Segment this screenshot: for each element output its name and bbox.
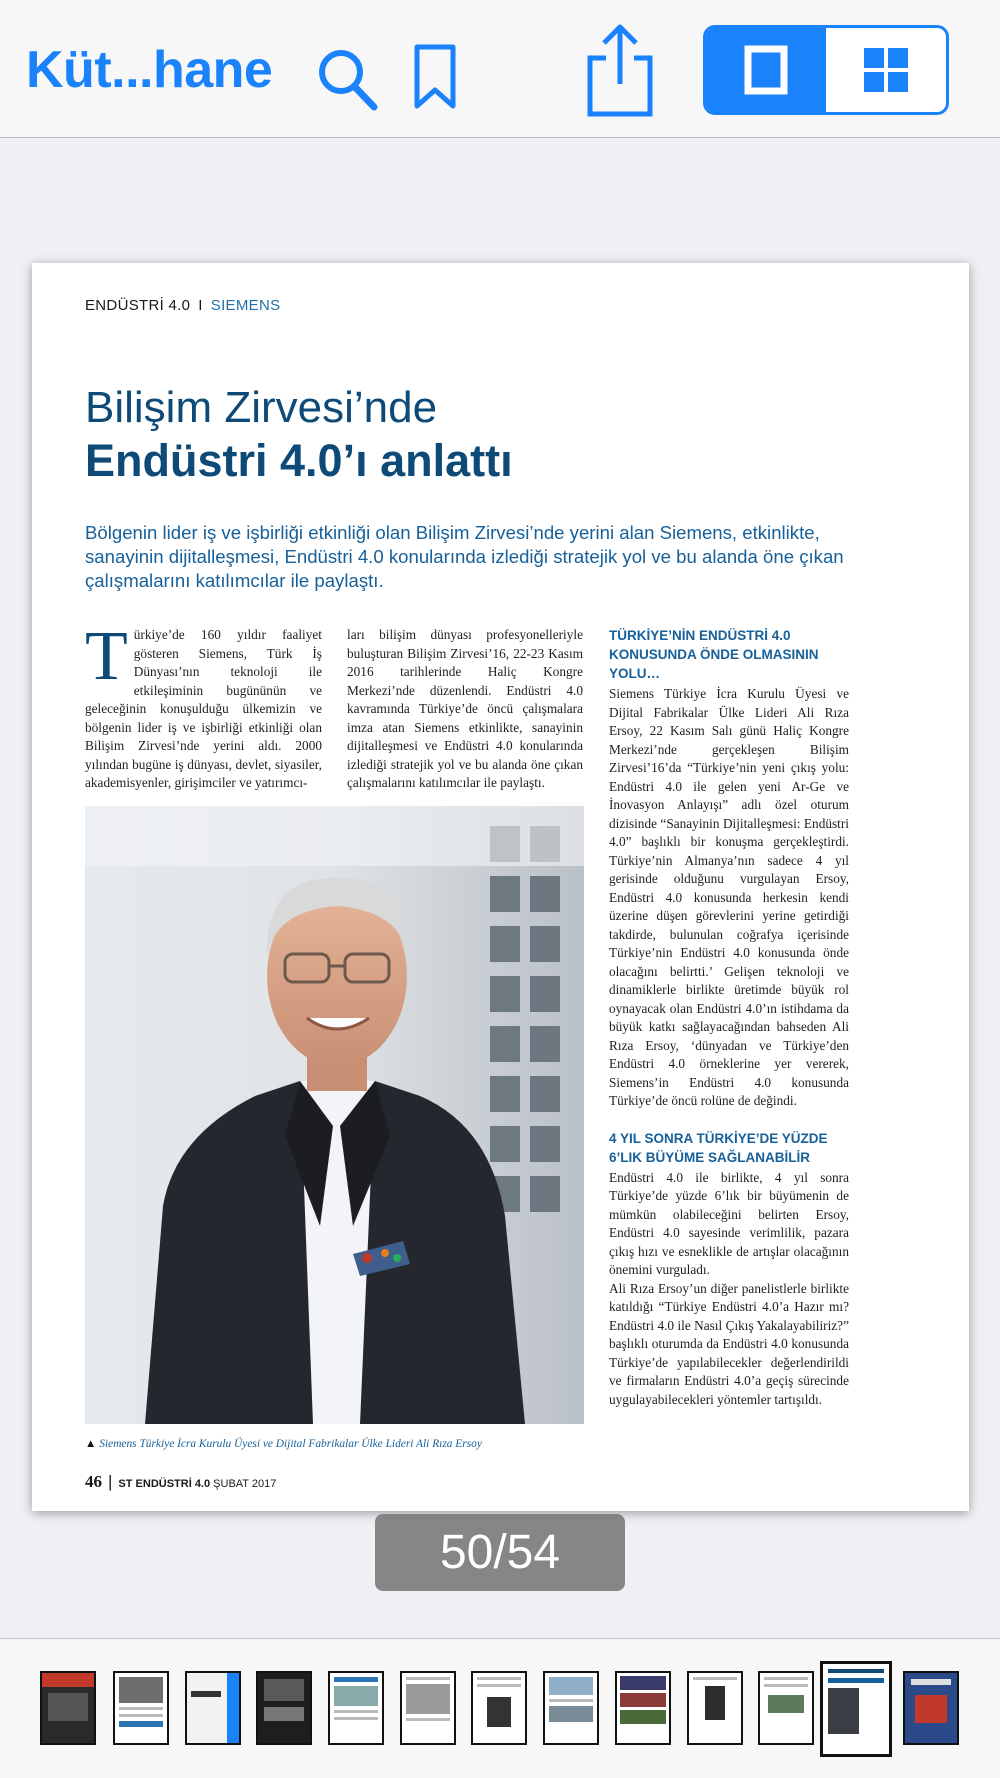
page-footer [85, 1472, 276, 1492]
page-thumbnail[interactable] [903, 1671, 959, 1745]
search-icon[interactable] [314, 44, 380, 114]
current-page-thumbnail[interactable] [820, 1661, 892, 1757]
page-thumbnail[interactable] [328, 1671, 384, 1745]
section-separator: I [198, 297, 203, 314]
thumbnail-strip [0, 1638, 1000, 1778]
column-2-text: ları bilişim dünyası profesyonelleriyle buluşturan Bilişim Zirvesi’16, 22-23 Kasım 2016 tarihlerinde Haliç Kongre Merkezi’nde düzenlendi. Endüstri 4.0 kavramında Türkiye’de öncü çalışmalara imza atan Siemens etkinlikte, sanayinin dijitalleşmesi ve Endüstri 4.0 konularında izlediği stratejik yol ve bu alanda öne çıkan çalışmalarını katılımcılar ile paylaştı. [347, 627, 583, 790]
footer-date: ŞUBAT 2017 [213, 1478, 277, 1490]
page-thumbnail[interactable] [471, 1671, 527, 1745]
article-lead: Bölgenin lider iş ve işbirliği etkinliği olan Bilişim Zirvesi’nde yerini alan Siemens, etkinlikte, sanayinin dijitalleşmesi, Endüstri 4.0 konularında izlediği stratejik yol ve bu alanda öne çıkan çalışmalarını katılımcılar ile paylaştı. [85, 522, 844, 591]
grid-view-button[interactable] [826, 28, 946, 112]
page-thumbnail[interactable] [400, 1671, 456, 1745]
article-column-1 [85, 618, 322, 793]
bookmark-icon[interactable] [413, 44, 457, 110]
page-thumbnail[interactable] [687, 1671, 743, 1745]
page-thumbnail[interactable] [185, 1671, 241, 1745]
single-page-view-button[interactable] [706, 28, 826, 112]
column-3-paragraph-3: Ali Rıza Ersoy’un diğer panelistlerle birlikte katıldığı “Türkiye Endüstri 4.0’a Hazır mı? Endüstri 4.0 ile Nasıl Çıkış Yakalayabiliriz?” başlıklı oturumda da Endüstri 4.0 konusunda Türkiye’de yapılabilecekler değerlendirildi ve firmaların Endüstri 4.0’a geçiş sürecinde uygulayabilecekleri yöntemler tartışıldı. [609, 1280, 849, 1407]
page-thumbnail[interactable] [758, 1671, 814, 1745]
single-page-icon [744, 45, 788, 95]
top-toolbar [0, 0, 1000, 138]
brand-label: SIEMENS [210, 297, 281, 314]
caption-text: Siemens Türkiye İcra Kurulu Üyesi ve Dijital Fabrikalar Ülke Lideri Ali Rıza Ersoy [99, 1438, 482, 1450]
library-back-button[interactable]: Küt...hane [26, 41, 273, 99]
caption-marker: ▲ [85, 1438, 97, 1450]
magazine-page[interactable] [32, 263, 969, 1511]
article-column-3 [609, 626, 849, 1409]
subheading-2: 4 YIL SONRA TÜRKİYE’DE YÜZDE 6’LIK BÜYÜME SAĞLANABİLİR [609, 1130, 828, 1165]
share-icon[interactable] [584, 22, 656, 118]
subheading-1: TÜRKİYE’NİN ENDÜSTRİ 4.0 KONUSUNDA ÖNDE OLMASININ YOLU… [609, 628, 819, 681]
footer-separator: | [108, 1472, 113, 1491]
section-label: ENDÜSTRİ 4.0 [85, 297, 191, 314]
page-thumbnail[interactable] [543, 1671, 599, 1745]
footer-publication: ST ENDÜSTRİ 4.0 [118, 1478, 211, 1490]
column-3-paragraph-1: Siemens Türkiye İcra Kurulu Üyesi ve Dijital Fabrikalar Ülke Lideri Ali Rıza Ersoy, 22 Kasım Salı günü Haliç Kongre Merkezi’nde gerçekleşen Bilişim Zirvesi’16’da “Türkiye’nin yeni çıkış yolu: Endüstri 4.0 ile gelen yeni Ar-Ge ve İnovasyon Anlayışı” adlı özel oturum dizisinde “Sanayinin Dijitalleşmesi: Endüstri 4.0” başlıklı bir konuşma gerçekleştirdi. Türkiye’nin Almanya’nın sadece 4 yıl gerisinde olduğunu vurgulayan Ersoy, Endüstri 4.0 konusunda herkesin kendi üzerine düşen görevlerini yerine getirdiği takdirde, bulunulan coğrafya içerisinde Türkiye’nin Endüstri 4.0 konusunda önde olacağını belirtti.’ Gelişen teknoloji ve dinamiklerle birlikte üretimde büyük rol oynayacak olan Endüstri 4.0’ın istihdama da büyük katkı sağlayacağından bahseden Ali Rıza Ersoy, ‘dünyadan ve Türkiye’den Endüstri 4.0 örneklerine yer vererek, Siemens’in Endüstri 4.0 konusunda Türkiye’de öncü rolüne de değindi. [609, 686, 849, 1108]
footer-page-number: 46 [85, 1472, 102, 1491]
page-thumbnail[interactable] [256, 1671, 312, 1745]
portrait-photo [85, 806, 584, 1424]
page-thumbnail[interactable] [40, 1671, 96, 1745]
page-thumbnail[interactable] [615, 1671, 671, 1745]
column-3-paragraph-2: Endüstri 4.0 ile birlikte, 4 yıl sonra Türkiye’de yüzde 6’lık bir büyümenin de mümkün olabileceğini belirten Ersoy, Endüstri 4.0 sayesinde verimlilik, pazara çıkış hızı ve esneklikle de artışlar olacağının önemini vurguladı. [609, 1169, 849, 1277]
photo-caption [85, 1438, 482, 1450]
page-thumbnail[interactable] [113, 1671, 169, 1745]
article-title-line2: Endüstri 4.0’ı anlattı [85, 435, 513, 486]
grid-icon [863, 47, 909, 93]
article-title-line1: Bilişim Zirvesi’nde [85, 383, 438, 432]
section-header [85, 297, 280, 314]
drop-cap: T [85, 618, 128, 695]
page-counter: 50/54 [375, 1514, 625, 1591]
article-column-2 [347, 626, 583, 793]
column-1-text: ürkiye’de 160 yıldır faaliyet gösteren Siemens, Türk İş Dünyası’nın teknoloji ile etkileşiminin bugününün ve geleceğinin konuşulduğu ülkemizin ve bölgenin lider iş ve işbirliği etkinliği olan Bilişim Zirvesi’nde yerini aldı. 2000 yılından bugüne iş dünyası, devlet, siyasiler, akademisyenler, girişimciler ve yatırımcı- [85, 627, 322, 790]
view-mode-segmented-control [703, 25, 949, 115]
